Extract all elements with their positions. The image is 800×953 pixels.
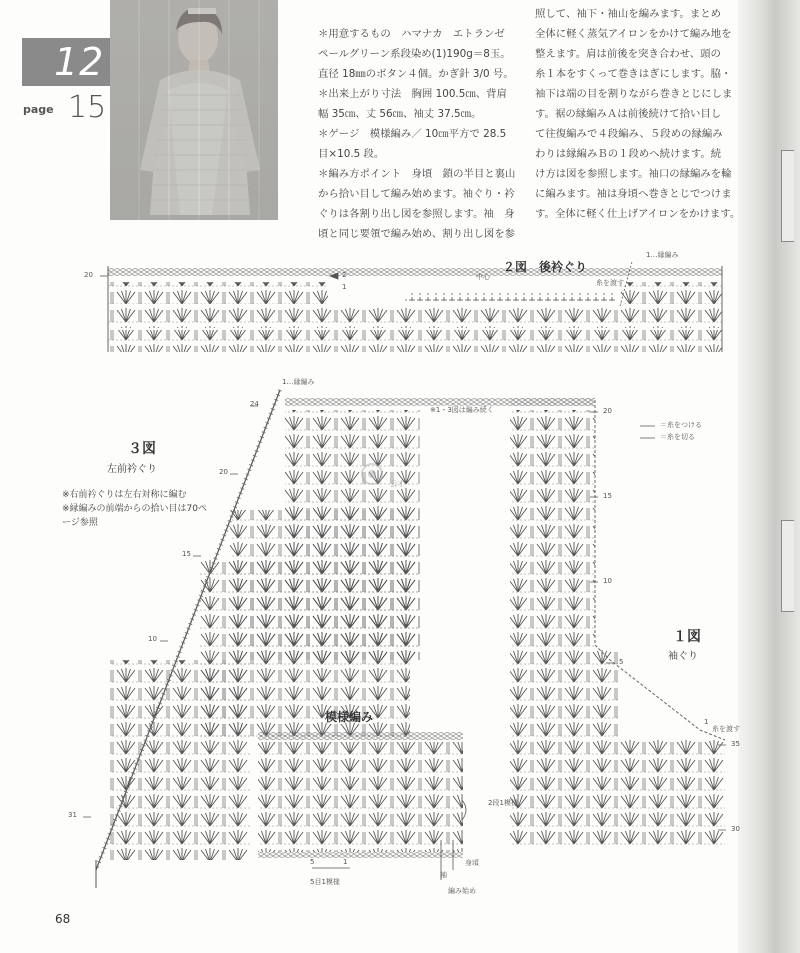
instruction-line: け方は図を参照します。袖口の縁編みを輪 — [535, 168, 732, 180]
fig1-armhole-chart — [510, 398, 725, 845]
instruction-line: から拾い目して編み始めます。袖ぐり・衿 — [318, 188, 515, 200]
instruction-line: ぐりは各割り出し図を参照します。袖 身 — [318, 208, 515, 220]
row-number: 30 — [731, 825, 740, 833]
row-number: 5 — [619, 658, 624, 666]
row-number: 10 — [603, 577, 612, 585]
row-number: 1 — [704, 718, 709, 726]
instruction-line: て往復編みで４段編み、５段めの縁編み — [535, 128, 723, 140]
instruction-line: ペールグリーン系段染め(1)190g＝8玉。 — [318, 48, 511, 60]
instruction-line: 照して、袖下・袖山を編みます。まとめ — [535, 8, 721, 20]
fig2-center-label: 中心 — [476, 273, 490, 281]
row-number: 15 — [182, 550, 191, 558]
motif-start-label: 編み始め — [448, 887, 476, 895]
motif-body-label: 身頃 — [465, 859, 479, 867]
instruction-line: 袖下は端の目を割りながら巻きとじにしま — [535, 88, 733, 100]
instruction-line: わりは縁編みＢの１段めへ続けます。続 — [535, 148, 722, 160]
motif-swatch-chart — [258, 732, 466, 880]
fig1-title: １図 — [673, 629, 701, 645]
instruction-line: 整えます。肩は前後を突き合わせ、頭の — [535, 48, 721, 60]
row-number: 20 — [603, 407, 612, 415]
instruction-line: 直径 18㎜のボタン４個。かぎ針 3/0 号。 — [318, 68, 514, 80]
pattern-number: 12 — [54, 40, 105, 84]
page-number: 68 — [55, 912, 71, 926]
row-number: 35 — [731, 740, 740, 748]
row-number: 24 — [250, 400, 259, 408]
instruction-line: ＊編み方ポイント 身頃 鎖の半目と裏山 — [318, 168, 516, 180]
row-number: 15 — [603, 492, 612, 500]
fig3-edge-label: 1…縁編み — [282, 378, 315, 386]
fig3-note: ※右前衿ぐりは左右対称に編む ※縁編みの前端からの拾い目は70ペ ージ参照 — [62, 490, 207, 528]
fig2-title: ２図 後衿ぐり — [503, 260, 588, 274]
page-ref-label: page — [23, 103, 54, 116]
instruction-line: す。裾の縁編みＡは前後続けて拾い目し — [535, 108, 722, 120]
motif-sleeve-label: 袖 — [440, 871, 447, 879]
row-number: 20 — [219, 468, 228, 476]
instruction-line: 幅 35㎝、丈 56㎝、袖丈 37.5㎝。 — [318, 108, 482, 120]
fig2-attach-label: 糸を渡す — [596, 279, 624, 287]
fig1-attach-label: 糸を渡す — [712, 725, 740, 733]
fig2-edge-label: 1…縁編み — [646, 251, 679, 259]
legend-attach-yarn: ＝糸をつける — [660, 421, 702, 429]
instruction-line: ＊用意するもの ハマナカ エトランゼ — [318, 28, 505, 40]
continuation-note: ※1・3図は編み続く — [430, 406, 494, 414]
page-ref-number: 15 — [68, 90, 107, 125]
legend-cut-yarn: ＝糸を切る — [660, 433, 695, 441]
motif-repeat-label: 5目1模様 — [310, 878, 340, 886]
instruction-line: す。全体に軽く仕上げアイロンをかけます。 — [535, 208, 741, 220]
motif-title: 模様編み — [325, 710, 374, 724]
fig2-row-label: 20 — [84, 271, 93, 279]
motif-rows-label: 2段1模様 — [488, 799, 518, 807]
instruction-line: 頃と同じ要領で編み始め、割り出し図を参 — [318, 228, 516, 240]
row-number: 10 — [148, 635, 157, 643]
fig2-row-label: 1 — [342, 283, 347, 291]
instruction-line: ＊ゲージ 模様編み／ 10㎝平方で 28.5 — [318, 128, 507, 140]
instruction-line: に編みます。袖は身頃へ巻きとじでつけま — [535, 188, 732, 200]
row-number: 31 — [68, 811, 77, 819]
instruction-line: 糸１本をすくって巻きはぎにします。脇・ — [535, 68, 732, 80]
stitch-count-label: 1 — [343, 858, 348, 866]
fig3-subtitle: 左前衿ぐり — [107, 464, 157, 475]
fig3-title: ３図 — [128, 441, 156, 457]
watermark-text: 云才 — [390, 480, 404, 488]
instruction-line: 全体に軽く蒸気アイロンをかけて編み地を — [535, 28, 732, 40]
instruction-line: 目×10.5 段。 — [318, 148, 385, 160]
fig2-back-neck-chart — [108, 262, 722, 352]
fig1-subtitle: 袖ぐり — [668, 651, 698, 662]
stitch-count-label: 5 — [310, 858, 315, 866]
fig2-row-label: 2 — [342, 271, 347, 279]
instruction-line: ＊出来上がり寸法 胸囲 100.5㎝、背肩 — [318, 88, 507, 100]
